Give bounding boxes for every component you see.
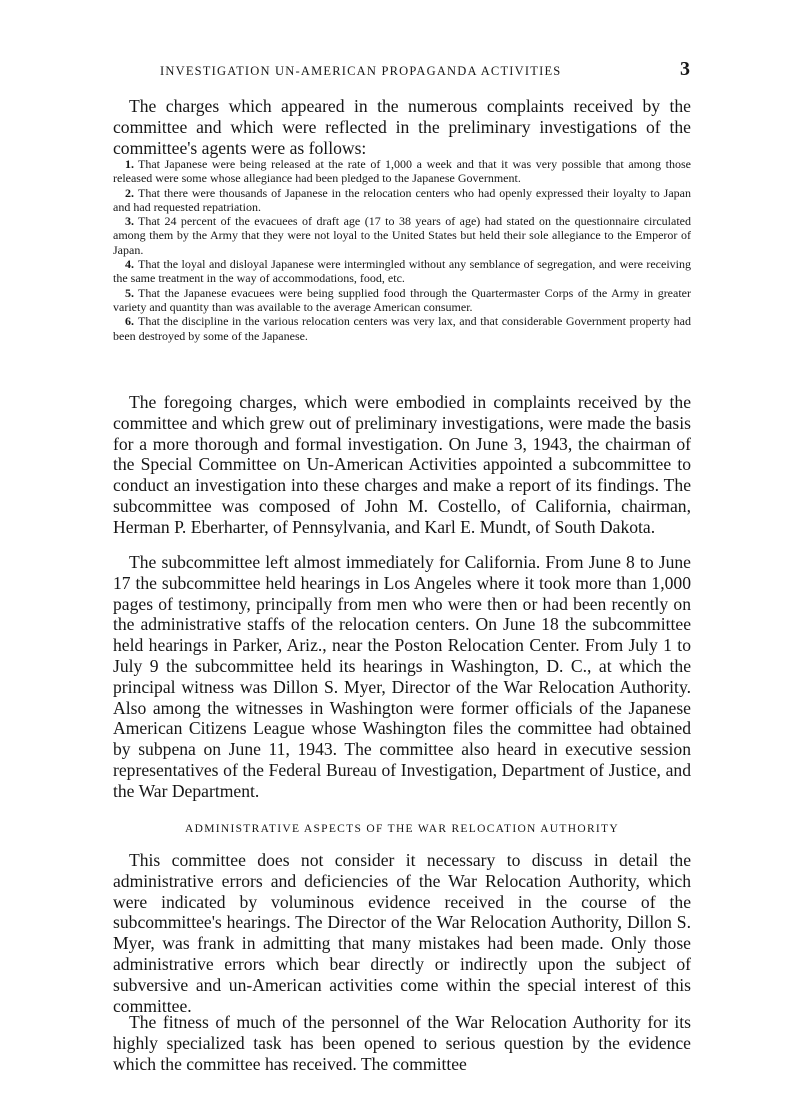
charge-text: That Japanese were being released at the rate of 1,000 a week and that it was very possible that among those released were some whose allegiance had been pledged to the Japanese Government. (113, 157, 691, 186)
charge-number: 4. (125, 257, 134, 272)
charge-number: 3. (125, 214, 134, 229)
charge-item (113, 286, 691, 315)
intro-block (113, 96, 691, 158)
body-paragraph: The subcommittee left almost immediately for California. From June 8 to June 17 the subcommittee held hearings in Los Angeles where it took more than 1,000 pages of testimony, principally from men who were then or had been recently on the administrative staffs of the relocation centers. On June 18 the subcommittee held hearings in Parker, Ariz., near the Poston Relocation Center. From July 1 to July 9 the subcommittee held its hearings in Washington, D. C., at which the principal witness was Dillon S. Myer, Director of the War Relocation Authority. Also among the witnesses in Washington were former officials of the Japanese American Citizens League whose Washington files the committee had obtained by subpena on June 11, 1943. The committee also heard in executive session representatives of the Federal Bureau of Investigation, Department of Justice, and the War Department. (113, 552, 691, 801)
hearings-block (113, 552, 691, 802)
section-heading: ADMINISTRATIVE ASPECTS OF THE WAR RELOCATION AUTHORITY (185, 823, 619, 835)
charge-number: 1. (125, 157, 134, 171)
fitness-block (113, 1012, 691, 1074)
body-paragraph: The foregoing charges, which were embodied in complaints received by the committee and which grew out of preliminary investigations, were made the basis for a more thorough and formal investigation. On June 3, 1943, the chairman of the Special Committee on Un-American Activities appointed a subcommittee to conduct an investigation into these charges and make a report of its findings. The subcommittee was composed of John M. Costello, of California, chairman, Herman P. Eberharter, of Pennsylvania, and Karl E. Mundt, of South Dakota. (113, 392, 691, 537)
page-number: 3 (680, 58, 690, 80)
section-heading-block (113, 823, 691, 835)
charge-number: 5. (125, 285, 134, 300)
running-head: INVESTIGATION UN-AMERICAN PROPAGANDA ACTIVITIES (160, 64, 562, 78)
body-paragraph: The fitness of much of the personnel of the War Relocation Authority for its highly specialized task has been opened to serious question by the evidence which the committee has received. The committee (113, 1012, 691, 1074)
charge-item (113, 314, 691, 343)
charge-item (113, 214, 691, 257)
charge-item (113, 157, 691, 186)
charge-text: That the loyal and disloyal Japanese were intermingled without any semblance of segregation, and were receiving the same treatment in the way of accommodations, food, etc. (113, 257, 691, 286)
foregoing-block (113, 392, 691, 538)
charges-list (113, 157, 691, 343)
charge-text: That the discipline in the various relocation centers was very lax, and that considerable Government property had been destroyed by some of the Japanese. (113, 314, 691, 343)
section-block (113, 850, 691, 1016)
charge-text: That the Japanese evacuees were being supplied food through the Quartermaster Corps of the Army in greater variety and quantity than was available to the average American consumer. (113, 285, 691, 314)
charge-item (113, 257, 691, 286)
charge-text: That there were thousands of Japanese in the relocation centers who had openly expressed their loyalty to Japan and had requested repatriation. (113, 185, 691, 214)
intro-paragraph: The charges which appeared in the numerous complaints received by the committee and which were reflected in the preliminary investigations of the committee's agents were as follows: (113, 96, 691, 158)
charge-item (113, 186, 691, 215)
body-paragraph: This committee does not consider it necessary to discuss in detail the administrative errors and deficiencies of the War Relocation Authority, which were indicated by voluminous evidence received in the course of the subcommittee's hearings. The Director of the War Relocation Authority, Dillon S. Myer, was frank in admitting that many mistakes had been made. Only those administrative errors which bear directly or indirectly upon the subject of subversive and un-American activities come within the special interest of this committee. (113, 850, 691, 1016)
charges-block (113, 157, 691, 343)
charge-number: 6. (125, 314, 134, 329)
page-header (160, 58, 690, 81)
charge-number: 2. (125, 185, 134, 200)
charge-text: That 24 percent of the evacuees of draft age (17 to 38 years of age) had stated on the questionnaire circulated among them by the Army that they were not loyal to the United States but held their sole allegiance to the Emperor of Japan. (113, 214, 691, 257)
